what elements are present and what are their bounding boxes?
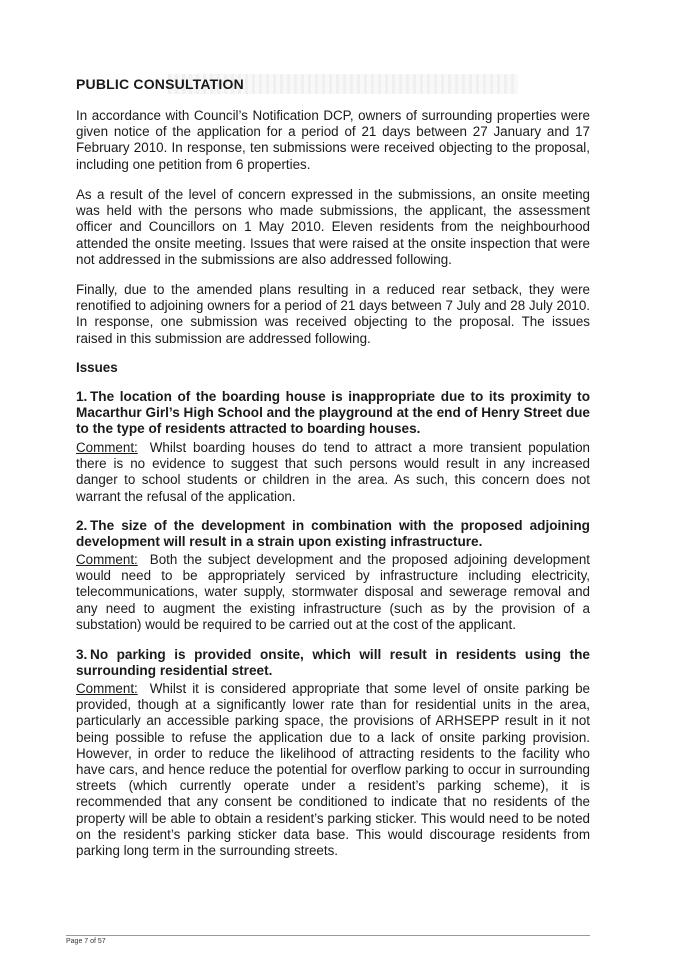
issue-number: 2. (76, 518, 88, 533)
paragraph-renotification: Finally, due to the amended plans resulting in a reduced rear setback, they were renotified to adjoining owners for a period of 21 days between 7 July and 28 July 2010. In response, one submission was received objecting to the proposal. The issues raised in this submission are addressed following. (76, 282, 590, 346)
comment-label: Comment: (76, 440, 138, 455)
issue-number: 3. (76, 647, 88, 662)
comment-text: Whilst it is considered appropriate that some level of onsite parking be provided, though at a significantly lower rate than for residential units in the area, particularly an accessible parking space, the provisions of ARHSEPP result in it not being possible to refuse the application due to a lack of onsite parking provision. However, in order to reduce the likelihood of attracting residents to the facility who have cars, and hence reduce the potential for overflow parking to occur in surrounding streets (which currently operate under a resident’s parking scheme), it is recommended that any consent be conditioned to indicate that no residents of the property will be able to obtain a resident’s parking sticker. This would need to be noted on the resident’s parking sticker data base. This would discourage residents from parking long term in the surrounding streets. (76, 681, 590, 859)
comment-label: Comment: (76, 681, 138, 696)
comment-label: Comment: (76, 552, 138, 567)
issue-3-title (76, 647, 590, 679)
issues-heading: Issues (76, 360, 118, 375)
comment-text: Whilst boarding houses do tend to attract a more transient population there is no evidence to suggest that such persons would result in any increased danger to school students or children in the area. As such, this concern does not warrant the refusal of the application. (76, 440, 590, 504)
footer-divider (66, 935, 590, 936)
issue-2-comment (76, 552, 590, 633)
paragraph-onsite-meeting: As a result of the level of concern expressed in the submissions, an onsite meeting was held with the persons who made submissions, the applicant, the assessment officer and Councillors on 1 May 2010. Eleven residents from the neighbourhood attended the onsite meeting. Issues that were raised at the onsite inspection that were not addressed in the submissions are also addressed following. (76, 187, 590, 267)
issue-1-comment (76, 440, 590, 505)
issue-text: The size of the development in combination with the proposed adjoining development will result in a strain upon existing infrastructure. (76, 518, 590, 550)
issue-1-title (76, 389, 590, 438)
page-number: Page 7 of 57 (66, 938, 106, 945)
issue-text: No parking is provided onsite, which will result in residents using the surrounding residential street. (76, 647, 590, 679)
issue-text: The location of the boarding house is inappropriate due to its proximity to Macarthur Girl’s High School and the playground at the end of Henry Street due to the type of residents attracted to boarding houses. (76, 389, 590, 437)
section-heading: PUBLIC CONSULTATION (76, 76, 244, 92)
issue-3-comment (76, 681, 590, 859)
issue-2-title (76, 518, 590, 550)
paragraph-notification: In accordance with Council’s Notification DCP, owners of surrounding properties were given notice of the application for a period of 21 days between 27 January and 17 February 2010. In response, ten submissions were received objecting to the proposal, including one petition from 6 properties. (76, 108, 590, 172)
comment-text: Both the subject development and the proposed adjoining development would need to be appropriately serviced by infrastructure including electricity, telecommunications, water supply, stormwater disposal and sewerage removal and any need to augment the existing infrastructure (such as by the provision of a substation) would be required to be carried out at the cost of the applicant. (76, 552, 590, 632)
issue-number: 1. (76, 389, 88, 404)
